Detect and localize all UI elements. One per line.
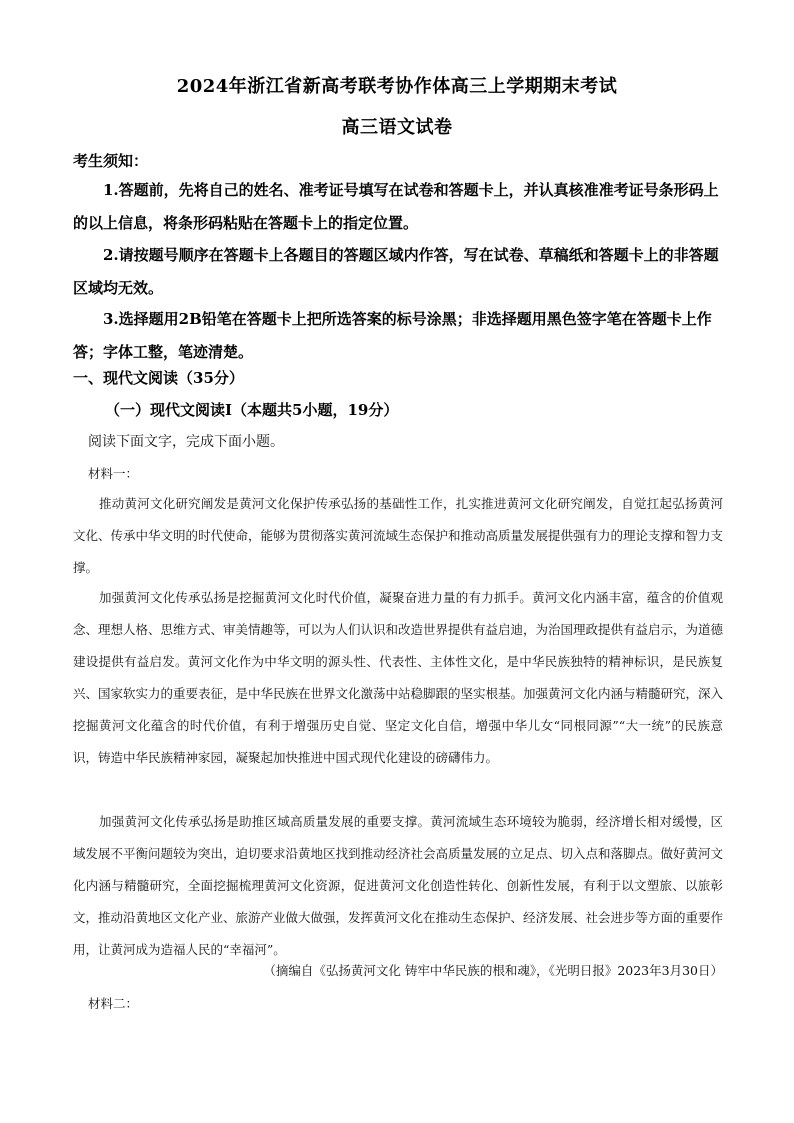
notice-item-2: 2.请按题号顺序在答题卡上各题目的答题区域内作答，写在试卷、草稿纸和答题卡上的非答题区域均无效。 — [73, 246, 719, 297]
notice-item-3: 3.选择题用2B铅笔在答题卡上把所选答案的标号涂黑；非选择题用黑色签字笔在答题卡上作答；字体工整，笔迹清楚。 — [73, 310, 712, 361]
source-citation: （摘编自《弘扬黄河文化 铸牢中华民族的根和魂》，《光明日报》2023年3月30日） — [263, 963, 723, 978]
notice-item-1: 1.答题前，先将自己的姓名、准考证号填写在试卷和答题卡上，并认真核准准考证号条形码上的以上信息，将条形码粘贴在答题卡上的指定位置。 — [73, 181, 719, 232]
paragraph-1: 推动黄河文化研究阐发是黄河文化保护传承弘扬的基础性工作，扎实推进黄河文化研究阐发，自觉扛起弘扬黄河文化、传承中华文明的时代使命，能够为贯彻落实黄河流域生态保护和推动高质量发展提供强有力的理论支撑和智力支撑。 — [73, 496, 724, 575]
material-label-2: 材料二： — [88, 996, 139, 1011]
notice-heading: 考生须知： — [73, 152, 149, 170]
paragraph-2: 加强黄河文化传承弘扬是挖掘黄河文化时代价值，凝聚奋进力量的有力抓手。黄河文化内涵丰富，蕴含的价值观念、理想人格、思维方式、审美情趣等，可以为人们认识和改造世界提供有益启迪，为治国理政提供有益启示，为道德建设提供有益启发。黄河文化作为中华文明的源头性、代表性、主体性文化，是中华民族独特的精神标识，是民族复兴、国家软实力的重要表征，是中华民族在世界文化激荡中站稳脚跟的坚实根基。加强黄河文化内涵与精髓研究，深入挖掘黄河文化蕴含的时代价值，有利于增强历史自觉、坚定文化自信，增强中华儿女“同根同源”“大一统”的民族意识，铸造中华民族精神家园，凝聚起加快推进中国式现代化建设的磅礴伟力。 — [73, 590, 724, 765]
paragraph-3: 加强黄河文化传承弘扬是助推区域高质量发展的重要支撑。黄河流域生态环境较为脆弱，经济增长相对缓慢，区域发展不平衡问题较为突出，迫切要求沿黄地区找到推动经济社会高质量发展的立足点、切入点和落脚点。做好黄河文化内涵与精髓研究，全面挖掘梳理黄河文化资源，促进黄河文化创造性转化、创新性发展，有利于以文塑旅、以旅彰文，推动沿黄地区文化产业、旅游产业做大做强，发挥黄河文化在推动生态保护、经济发展、社会进步等方面的重要作用，让黄河成为造福人民的“幸福河”。 — [73, 814, 724, 957]
reading-instruction: 阅读下面文字，完成下面小题。 — [88, 434, 284, 450]
exam-subtitle: 高三语文试卷 — [341, 117, 453, 138]
section-heading: 一、现代文阅读（35分） — [73, 369, 244, 387]
material-label-1: 材料一： — [88, 466, 139, 481]
exam-title: 2024年浙江省新高考联考协作体高三上学期期末考试 — [176, 76, 618, 97]
subsection-heading: （一）现代文阅读Ⅰ（本题共5小题，19分） — [105, 401, 399, 419]
